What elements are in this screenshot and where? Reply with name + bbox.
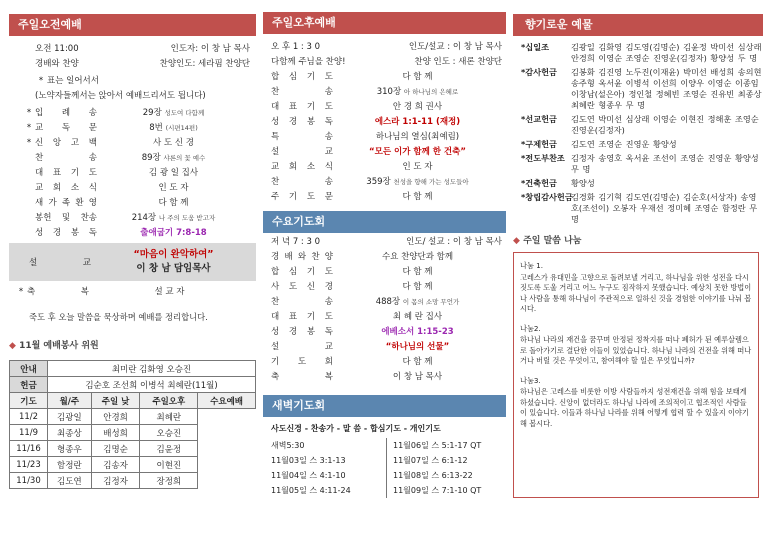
wednesday-order-item — [271, 295, 502, 310]
order-label: 사 도 신 경 — [271, 282, 333, 292]
order-label: 봉헌 및 찬송 — [35, 213, 97, 223]
morning-order-item — [15, 181, 250, 196]
order-value — [97, 181, 250, 196]
order-value — [333, 280, 502, 295]
dawn-reading: 11월03일 스 3:1-13 — [271, 456, 346, 465]
afternoon-order-item — [271, 160, 502, 175]
order-value-note: 샤론의 꽃 예수 — [163, 154, 206, 162]
order-label: 축 복 — [271, 372, 333, 382]
table-row — [10, 457, 256, 473]
dawn-subtitle: 사도신경 - 찬송가 - 말 씀 - 합심기도 - 개인기도 — [271, 424, 441, 433]
morning-bless-value: 설 교 자 — [154, 287, 185, 297]
volunteer-title-row — [9, 338, 256, 351]
guide-value: 최미란 김화영 오승진 — [48, 361, 256, 377]
order-value-text: 다 함 께 — [402, 192, 433, 202]
offering-type: *전도부찬조 — [521, 153, 565, 163]
order-label: 찬 송 — [271, 87, 333, 97]
volunteer-col-header: 월/주 — [48, 393, 92, 409]
afternoon-leader: 인도/설교 : 이 창 남 목사 — [408, 42, 502, 52]
sharing-box — [513, 252, 759, 498]
offering-names: 김정자 송영호 옥서윤 조선이 조영순 진영운 황양성 무 명 — [571, 153, 759, 174]
afternoon-order-item — [271, 145, 502, 160]
morning-leader: 인도자: 이 창 남 목사 — [170, 44, 250, 54]
order-label: 대 표 기 도 — [271, 102, 333, 112]
prayer-label: 기도 — [10, 393, 48, 409]
star-mark: * — [26, 108, 32, 118]
order-value — [97, 196, 250, 211]
offering-column — [513, 0, 763, 498]
order-value — [333, 100, 502, 115]
order-value-text: 에베소서 1:15-23 — [381, 327, 454, 337]
star-mark — [23, 151, 35, 166]
afternoon-order-item — [271, 115, 502, 130]
order-value — [333, 160, 502, 175]
afternoon-order-item — [271, 130, 502, 145]
order-value-text: 29장 — [142, 108, 162, 118]
order-value — [97, 151, 250, 166]
order-value-text: 488장 — [375, 297, 401, 307]
morning-column: 주일오전예배 오전 11:00 인도자: 이 창 남 목사 경배와 찬양 찬양인도: 세라핌 찬양단 * 표는 일어서서 (노약자들께서는 앉아서 예배드리셔도 됩니다) * 입 례 송 29장 성도여 다함께 * 교 독 문 8번 (시편14편) * 신 앙 고 백 사 도 신 경 찬 송 89장 샤론의 꽃 예수 대 표 기 도 김 광 일 집사 교 회 소 식 인 도 자 새 가 족 환 영 다 함 께 봉헌 및 찬송 214장 나 주의 도움 받고자 성 경 봉 독 출애굽기 7:8-18 설 교 “마음이 완악하여” 이 창 남 담임목사 * 축 복 설 교 자 죽도 후 오늘 말씀을 묵상하며 예배를 정리합니다. ◆ 11월 예배봉사 위원 안내 최미란 김화영 오승진 헌금 김순호 조선희 이병석 최혜란(11월) 기도 월/주 주일 낮 주일오후 수요예배 11/2 김광일 안경희 최혜란 11/9 최종상 배성희 오승진 11/16 형종우 김명순 김윤정 11/23 함정란 김송자 이현진 11/30 김도연 김정자 장정희 — [9, 0, 256, 489]
order-value-text: 최 혜 란 집사 — [392, 312, 443, 322]
morning-order-item — [15, 226, 250, 241]
order-label: 성 경 봉 독 — [271, 327, 333, 337]
offering-item — [521, 42, 763, 64]
sharing-paragraph: 고레스가 유대민을 고향으로 돌려보낼 거리고, 하나님을 위한 성전을 다시 짓도록 도울 거리고 어느 누구도 짐작하지 못했습니다. 예상치 못한 방법이나 사람을 통해 하나님이 주관적으로 일하신 것을 경험한 이야기를 나눠 봅시다. — [520, 272, 752, 313]
dawn-reading: 11월09일 스 7:1-10 QT — [393, 486, 482, 495]
morning-order-item — [15, 106, 250, 121]
offering-type: *십일조 — [521, 42, 550, 52]
volunteer-cell: 김정자 — [91, 473, 140, 489]
wednesday-order-item — [271, 310, 502, 325]
offering-names: 김경화 김기혁 김도연(김명순) 김순호(서상자) 송영호(조선이) 오봉자 우재선 정미혜 조영순 함정란 무명 — [571, 192, 758, 224]
volunteer-cell: 김명순 — [91, 441, 140, 457]
afternoon-hymn-leader: 찬양 인도 : 새론 찬양단 — [414, 57, 502, 67]
volunteer-cell: 11/16 — [10, 441, 48, 457]
offering-value: 김순호 조선희 이병석 최혜란(11월) — [48, 377, 256, 393]
offering-label: 헌금 — [10, 377, 48, 393]
sharing-paragraph: 나눔 1. — [520, 261, 544, 270]
sharing-title: 주일 말씀 나눔 — [523, 236, 582, 246]
afternoon-column — [263, 0, 506, 498]
order-label: 특 송 — [271, 132, 333, 142]
order-value — [97, 106, 250, 121]
order-value — [97, 226, 250, 241]
morning-order-list — [15, 106, 250, 241]
table-row — [10, 441, 256, 457]
wednesday-leader: 인도/ 설교 : 이 창 남 목사 — [406, 237, 502, 247]
order-label: 새 가 족 환 영 — [35, 198, 97, 208]
star-mark: * — [26, 138, 32, 148]
afternoon-order-list — [271, 70, 502, 205]
morning-notice2: (노약자들께서는 앉아서 예배드리셔도 됩니다) — [35, 91, 206, 101]
volunteer-cell: 오승진 — [140, 425, 198, 441]
order-value — [333, 295, 502, 310]
morning-header: 주일오전예배 — [9, 14, 256, 36]
star-mark — [23, 181, 35, 196]
order-value — [333, 250, 502, 265]
order-label: 경 배 와 찬 양 — [271, 252, 333, 262]
offering-item — [521, 192, 763, 225]
morning-sermon-preacher: 이 창 남 담임목사 — [136, 263, 211, 274]
morning-order-item — [15, 166, 250, 181]
volunteer-table — [9, 360, 256, 489]
bless-star: * — [18, 287, 24, 297]
wednesday-order-item — [271, 325, 502, 340]
dawn-reading: 11월08일 스 6:13-22 — [393, 471, 473, 480]
sharing-paragraph: 나눔2. — [520, 323, 541, 333]
volunteer-col-header: 수요예배 — [198, 393, 256, 409]
afternoon-order-item — [271, 190, 502, 205]
order-value — [333, 145, 502, 160]
order-value-note: 이 몸의 소망 무언가 — [402, 298, 460, 306]
order-value-text: 다 함 께 — [402, 282, 433, 292]
table-row — [10, 409, 256, 425]
dawn-left-list — [271, 453, 386, 498]
volunteer-col-header: 주일오후 — [140, 393, 198, 409]
offering-names: 김광일 김화영 김도영(김명순) 김윤정 박미선 심상래 안경희 이영순 조영순 진영운(김정자) 황양성 두 명 — [571, 42, 762, 63]
volunteer-cell: 김도연 — [48, 473, 92, 489]
order-value — [97, 121, 250, 136]
order-label: 합 심 기 도 — [271, 267, 333, 277]
morning-time: 오전 11:00 — [35, 44, 79, 54]
volunteer-cell: 장정희 — [140, 473, 198, 489]
dawn-reading: 11월07일 스 6:1-12 — [393, 456, 468, 465]
offering-names: 김도연 조영순 진영운 황양성 — [571, 139, 677, 149]
order-value-note: 아 하나님의 은혜로 — [403, 88, 459, 96]
order-value-text: 이 창 남 목사 — [392, 372, 443, 382]
order-label: 성 경 봉 독 — [35, 228, 97, 238]
volunteer-cell: 김광일 — [48, 409, 92, 425]
order-value-note: 나 주의 도움 받고자 — [158, 214, 216, 222]
order-value-text: 인 도 자 — [158, 183, 189, 193]
order-value — [333, 265, 502, 280]
order-value-text: 다 함 께 — [402, 267, 433, 277]
order-value-text: 310장 — [376, 87, 402, 97]
sharing-title-row — [513, 233, 763, 246]
dawn-reading: 11월05일 스 4:11-24 — [271, 486, 351, 495]
order-label: 입 례 송 — [35, 108, 97, 118]
star-mark — [23, 196, 35, 211]
order-value — [333, 340, 502, 355]
order-value-text: 인 도 자 — [402, 162, 433, 172]
afternoon-order-item — [271, 85, 502, 100]
order-value — [97, 211, 250, 226]
order-value-text: 출애굽기 7:8-18 — [140, 228, 207, 238]
offering-names: 황양성 — [571, 178, 595, 188]
order-value — [333, 190, 502, 205]
offering-names: 김도연 박미선 심상래 이영순 이현진 정해훈 조영순 진영운(김정자) — [571, 114, 759, 135]
order-value-text: 수요 찬양단과 함께 — [381, 252, 454, 262]
order-value-text: 214장 — [131, 213, 157, 223]
order-label: 합 심 기 도 — [271, 72, 333, 82]
order-value — [333, 130, 502, 145]
order-value-text: 8번 — [149, 123, 163, 133]
volunteer-cell: 11/9 — [10, 425, 48, 441]
offering-item — [521, 139, 763, 150]
order-value-note: 천성을 향해 가는 성도들아 — [393, 178, 469, 186]
wednesday-order-list — [271, 250, 502, 385]
order-value-text: 다 함 께 — [402, 357, 433, 367]
volunteer-cell: 11/2 — [10, 409, 48, 425]
volunteer-title: 11월 예배봉사 위원 — [19, 341, 99, 351]
dawn-time: 새벽5:30 — [271, 441, 305, 450]
morning-sermon-label: 설 교 — [29, 258, 91, 268]
order-label: 대 표 기 도 — [271, 312, 333, 322]
star-mark — [23, 226, 35, 241]
diamond-icon: ◆ — [513, 236, 520, 246]
order-value-text: 김 광 일 집사 — [148, 168, 199, 178]
star-mark — [23, 211, 35, 226]
diamond-icon: ◆ — [9, 341, 16, 351]
order-value-text: 다 함 께 — [158, 198, 189, 208]
volunteer-cell: 최종상 — [48, 425, 92, 441]
morning-order-item — [15, 136, 250, 151]
order-label: 성 경 봉 독 — [271, 117, 333, 127]
morning-sermon-title: “마음이 완악하여” — [133, 249, 214, 260]
order-value-text: 에스라 1:1-11 (재정) — [374, 117, 461, 127]
afternoon-order-item — [271, 175, 502, 190]
offering-item — [521, 153, 763, 175]
volunteer-cell: 안경희 — [91, 409, 140, 425]
morning-hymn-leader: 찬양인도: 세라핌 찬양단 — [159, 59, 250, 69]
order-value-text: “하나님의 선물” — [385, 342, 450, 352]
volunteer-cell: 함정란 — [48, 457, 92, 473]
order-value — [333, 370, 502, 385]
volunteer-cell: 최혜란 — [140, 409, 198, 425]
order-value-note: 성도여 다함께 — [164, 109, 205, 117]
offering-type: *창립감사헌금 — [521, 192, 573, 202]
order-value — [333, 175, 502, 190]
volunteer-cell: 이현진 — [140, 457, 198, 473]
order-label: 신 앙 고 백 — [35, 138, 97, 148]
order-value — [333, 355, 502, 370]
order-label: 교 회 소 식 — [271, 162, 333, 172]
order-label: 교 독 문 — [35, 123, 97, 133]
volunteer-cell: 김윤정 — [140, 441, 198, 457]
afternoon-hymn-info: 다함께 주님을 찬양! — [271, 57, 346, 67]
morning-order-item — [15, 121, 250, 136]
wednesday-order-item — [271, 280, 502, 295]
volunteer-col-header: 주일 낮 — [91, 393, 140, 409]
offerings-header: 향기로운 예물 — [513, 14, 763, 36]
afternoon-order-item — [271, 70, 502, 85]
order-value-note: (시편14편) — [165, 124, 198, 132]
offering-type: *감사헌금 — [521, 67, 557, 77]
volunteer-cell: 11/23 — [10, 457, 48, 473]
sharing-paragraph: 하나님 나라의 재건을 꿈꾸며 안정된 정착지를 떠나 폐허가 된 예루살렘으로 돌아가기로 결단한 이들이 있었습니다. 하나님 나라의 건전을 위해 떠나거나 버릴 것은 무엇이고, 참여해야 할 일은 무엇입니까? — [520, 335, 752, 365]
dawn-right-list — [386, 438, 481, 498]
order-label: 찬 송 — [271, 177, 333, 187]
sharing-paragraph: 하나님은 고레스를 비롯한 이방 사람들까지 성전재건을 위해 힘을 보태게 하셨습니다. 신앙이 없더라도 하나님 나라에 조의적이고 협조적인 사람들이 있습니다. 이들과 하나님 나라를 위해 어떻게 협력 할 수 있을지 이야기 해 봅시다. — [520, 387, 749, 428]
volunteer-cell: 11/30 — [10, 473, 48, 489]
order-value-text: 다 함 께 — [402, 72, 433, 82]
afternoon-time: 오 후 1 : 3 0 — [271, 42, 321, 52]
wednesday-order-item — [271, 370, 502, 385]
order-label: 설 교 — [271, 147, 333, 157]
wednesday-order-item — [271, 340, 502, 355]
wednesday-order-item — [271, 355, 502, 370]
order-value-text: 89장 — [141, 153, 161, 163]
morning-order-item — [15, 151, 250, 166]
volunteer-cell: 김송자 — [91, 457, 140, 473]
order-value — [333, 115, 502, 130]
offering-type: *건축헌금 — [521, 178, 557, 188]
order-value — [97, 166, 250, 181]
offering-item — [521, 67, 763, 111]
guide-label: 안내 — [10, 361, 48, 377]
wednesday-order-item — [271, 265, 502, 280]
order-value — [97, 136, 250, 151]
order-label: 찬 송 — [271, 297, 333, 307]
afternoon-order-item — [271, 100, 502, 115]
star-mark — [23, 166, 35, 181]
dawn-header: 새벽기도회 — [263, 395, 506, 417]
order-value-text: 359장 — [366, 177, 391, 187]
morning-hymn-info: 경배와 찬양 — [35, 59, 79, 69]
morning-bless-label: 축 복 — [27, 287, 89, 297]
order-label: 기 도 회 — [271, 357, 333, 367]
morning-closing: 죽도 후 오늘 말씀을 묵상하며 예배를 정리합니다. — [29, 312, 208, 322]
wednesday-time: 저 녁 7 : 3 0 — [271, 237, 321, 247]
morning-order-item — [15, 196, 250, 211]
order-label: 설 교 — [271, 342, 333, 352]
offering-item — [521, 178, 763, 189]
morning-sermon-box — [9, 243, 256, 281]
wednesday-order-item — [271, 250, 502, 265]
order-value — [333, 85, 502, 100]
order-value — [333, 310, 502, 325]
order-value-text: “모든 이가 함께 한 건축” — [369, 147, 466, 157]
order-label: 교 회 소 식 — [35, 183, 97, 193]
offering-names: 김봉화 김진영 노두진(이재윤) 박미선 배성희 송의현 송주형 옥서윤 이병석 이선희 이양우 이영순 이종임 이창남(설은아) 정인철 정혜빈 조영순 진유빈 최종상 최혜란 형종우 무 명 — [571, 67, 762, 110]
order-value-text: 안 경 희 권사 — [392, 102, 443, 112]
order-label: 주 기 도 문 — [271, 192, 333, 202]
dawn-reading: 11월04일 스 4:1-10 — [271, 471, 346, 480]
order-value-text: 하나님의 열심(최예림) — [375, 132, 460, 142]
offering-type: *선교헌금 — [521, 114, 557, 124]
offering-list — [513, 36, 763, 225]
table-row — [10, 473, 256, 489]
morning-order-item — [15, 211, 250, 226]
order-label: 대 표 기 도 — [35, 168, 97, 178]
order-value — [333, 70, 502, 85]
order-value — [333, 325, 502, 340]
offering-type: *구제헌금 — [521, 139, 557, 149]
dawn-reading: 11월06일 스 5:1-17 QT — [393, 441, 482, 450]
morning-notice1: 표는 일어서서 — [47, 76, 99, 86]
offering-item — [521, 114, 763, 136]
order-label: 찬 송 — [35, 153, 97, 163]
wednesday-header: 수요기도회 — [263, 211, 506, 233]
order-value-text: 사 도 신 경 — [153, 138, 194, 148]
volunteer-cell: 형종우 — [48, 441, 92, 457]
table-row — [10, 425, 256, 441]
volunteer-cell: 배성희 — [91, 425, 140, 441]
sharing-paragraph: 나눔3. — [520, 375, 541, 385]
afternoon-header: 주일오후예배 — [263, 12, 506, 34]
star-mark: * — [26, 123, 32, 133]
